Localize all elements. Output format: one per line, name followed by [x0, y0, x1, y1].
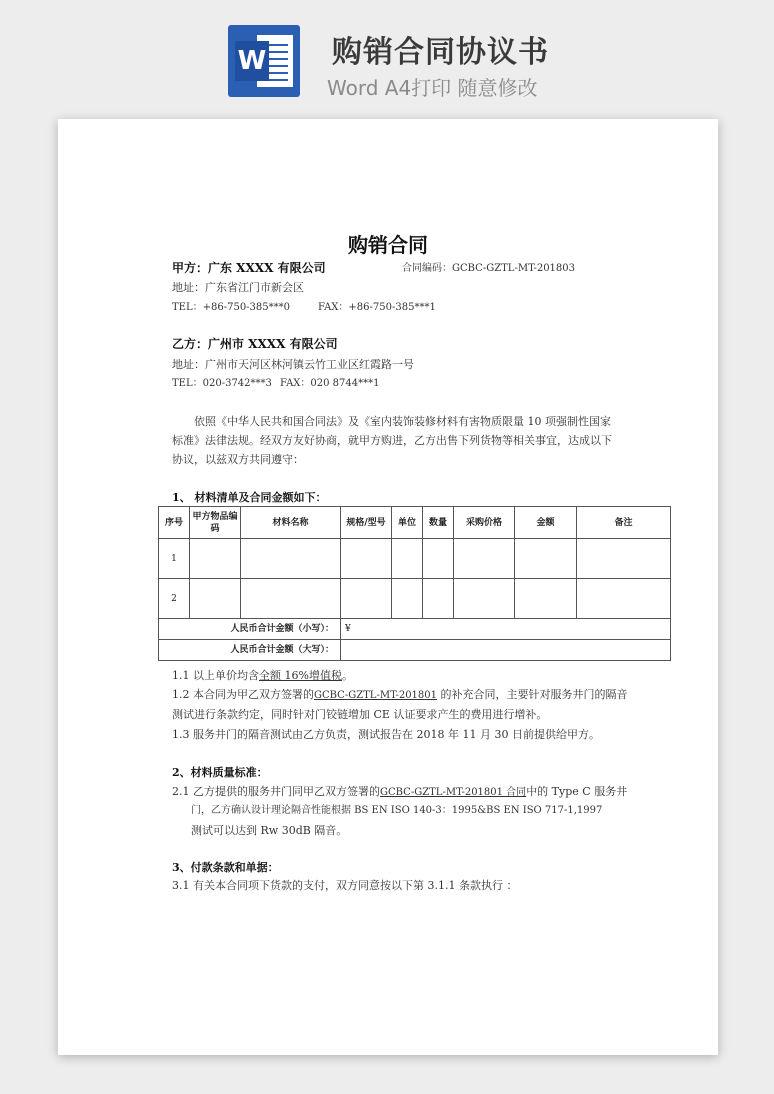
party-a-fax: FAX：+86-750-385***1 [318, 302, 436, 313]
table-cell[interactable] [423, 539, 454, 579]
document-title: 购销合同 [348, 233, 428, 257]
clause-1-2-continued: 测试进行条款约定，同时针对门铰链增加 CE 认证要求产生的费用进行增补。 [172, 708, 548, 721]
column-header: 序号 [159, 507, 190, 539]
table-cell[interactable] [515, 539, 577, 579]
table-cell[interactable] [392, 579, 423, 619]
party-b-tel: TEL：020-3742***3 [172, 378, 272, 389]
party-a-name: 甲方：广东 XXXX 有限公司 [172, 261, 326, 275]
party-a-tel: TEL：+86-750-385***0 [172, 302, 291, 313]
total-small-value[interactable]: ¥ [341, 619, 671, 640]
banner-subtitle: Word A4打印 随意修改 [327, 76, 538, 100]
clause-2-1: 2.1 乙方提供的服务井门同甲乙双方签署的GCBC-GZTL-MT-201801 合同中的 Type C 服务井 [172, 785, 628, 798]
column-header: 金额 [515, 507, 577, 539]
table-row [159, 579, 671, 619]
table-cell[interactable] [241, 579, 341, 619]
party-b-fax: FAX：020 8744***1 [280, 378, 380, 389]
table-cell[interactable] [241, 539, 341, 579]
table-cell[interactable] [423, 579, 454, 619]
column-header: 规格/型号 [341, 507, 392, 539]
table-cell[interactable] [577, 579, 671, 619]
column-header: 单位 [392, 507, 423, 539]
contract-number: 合同编码：GCBC-GZTL-MT-201803 [402, 263, 576, 274]
section-1-heading: 1、 材料清单及合同金额如下： [172, 491, 327, 504]
total-big-row [159, 640, 671, 661]
table-cell[interactable] [577, 539, 671, 579]
clause-1-3: 1.3 服务井门的隔音测试由乙方负责，测试报告在 2018 年 11 月 30 日前提供给甲方。 [172, 728, 600, 741]
table-cell[interactable] [341, 539, 392, 579]
column-header: 甲方物品编码 [190, 507, 241, 539]
table-cell[interactable] [454, 579, 515, 619]
column-header: 材料名称 [241, 507, 341, 539]
table-cell[interactable] [190, 579, 241, 619]
total-big-value[interactable] [341, 640, 671, 661]
clause-1-2: 1.2 本合同为甲乙双方签署的GCBC-GZTL-MT-201801 的补充合同，主要针对服务井门的隔音 [172, 688, 628, 701]
clause-2-1-line-2: 门，乙方确认设计理论隔音性能根据 BS EN ISO 140-3：1995&BS EN ISO 717-1,1997 [191, 805, 603, 816]
party-b-name: 乙方：广州市 XXXX 有限公司 [172, 337, 338, 351]
party-a-address: 地址：广东省江门市新会区 [172, 281, 304, 294]
table-cell[interactable] [515, 579, 577, 619]
section-2-heading: 2、材料质量标准： [172, 766, 268, 779]
column-header: 采购价格 [454, 507, 515, 539]
intro-line-2: 标准》法律法规。经双方友好协商，就甲方购进，乙方出售下列货物等相关事宜，达成以下 [172, 434, 612, 447]
intro-line-3: 协议，以兹双方共同遵守： [172, 453, 304, 466]
clause-3-1: 3.1 有关本合同项下货款的支付，双方同意按以下第 3.1.1 条款执行 ： [172, 879, 518, 892]
preview-banner [0, 0, 774, 110]
banner-title: 购销合同协议书 [332, 35, 549, 70]
column-header: 数量 [423, 507, 454, 539]
table-cell[interactable] [341, 579, 392, 619]
table-row [159, 539, 671, 579]
table-cell[interactable] [190, 539, 241, 579]
document-page [58, 119, 718, 1055]
party-b-address: 地址：广州市天河区林河镇云竹工业区红霞路一号 [172, 358, 414, 371]
intro-line-1: 依照《中华人民共和国合同法》及《室内装饰装修材料有害物质限量 10 项强制性国家 [194, 415, 611, 428]
total-small-label: 人民币合计金额（小写）： [159, 619, 341, 640]
table-cell[interactable] [454, 539, 515, 579]
section-3-heading: 3、付款条款和单据： [172, 861, 279, 874]
row-number: 2 [159, 579, 190, 619]
table-header-row [159, 507, 671, 539]
clause-2-1-line-3: 测试可以达到 Rw 30dB 隔音。 [191, 824, 348, 837]
clause-1-1: 1.1 以上单价均含全额 16%增值税。 [172, 669, 353, 682]
materials-table [158, 506, 671, 661]
word-document-icon: W [228, 25, 300, 97]
table-cell[interactable] [392, 539, 423, 579]
column-header: 备注 [577, 507, 671, 539]
total-small-row [159, 619, 671, 640]
row-number: 1 [159, 539, 190, 579]
total-big-label: 人民币合计金额（大写）： [159, 640, 341, 661]
